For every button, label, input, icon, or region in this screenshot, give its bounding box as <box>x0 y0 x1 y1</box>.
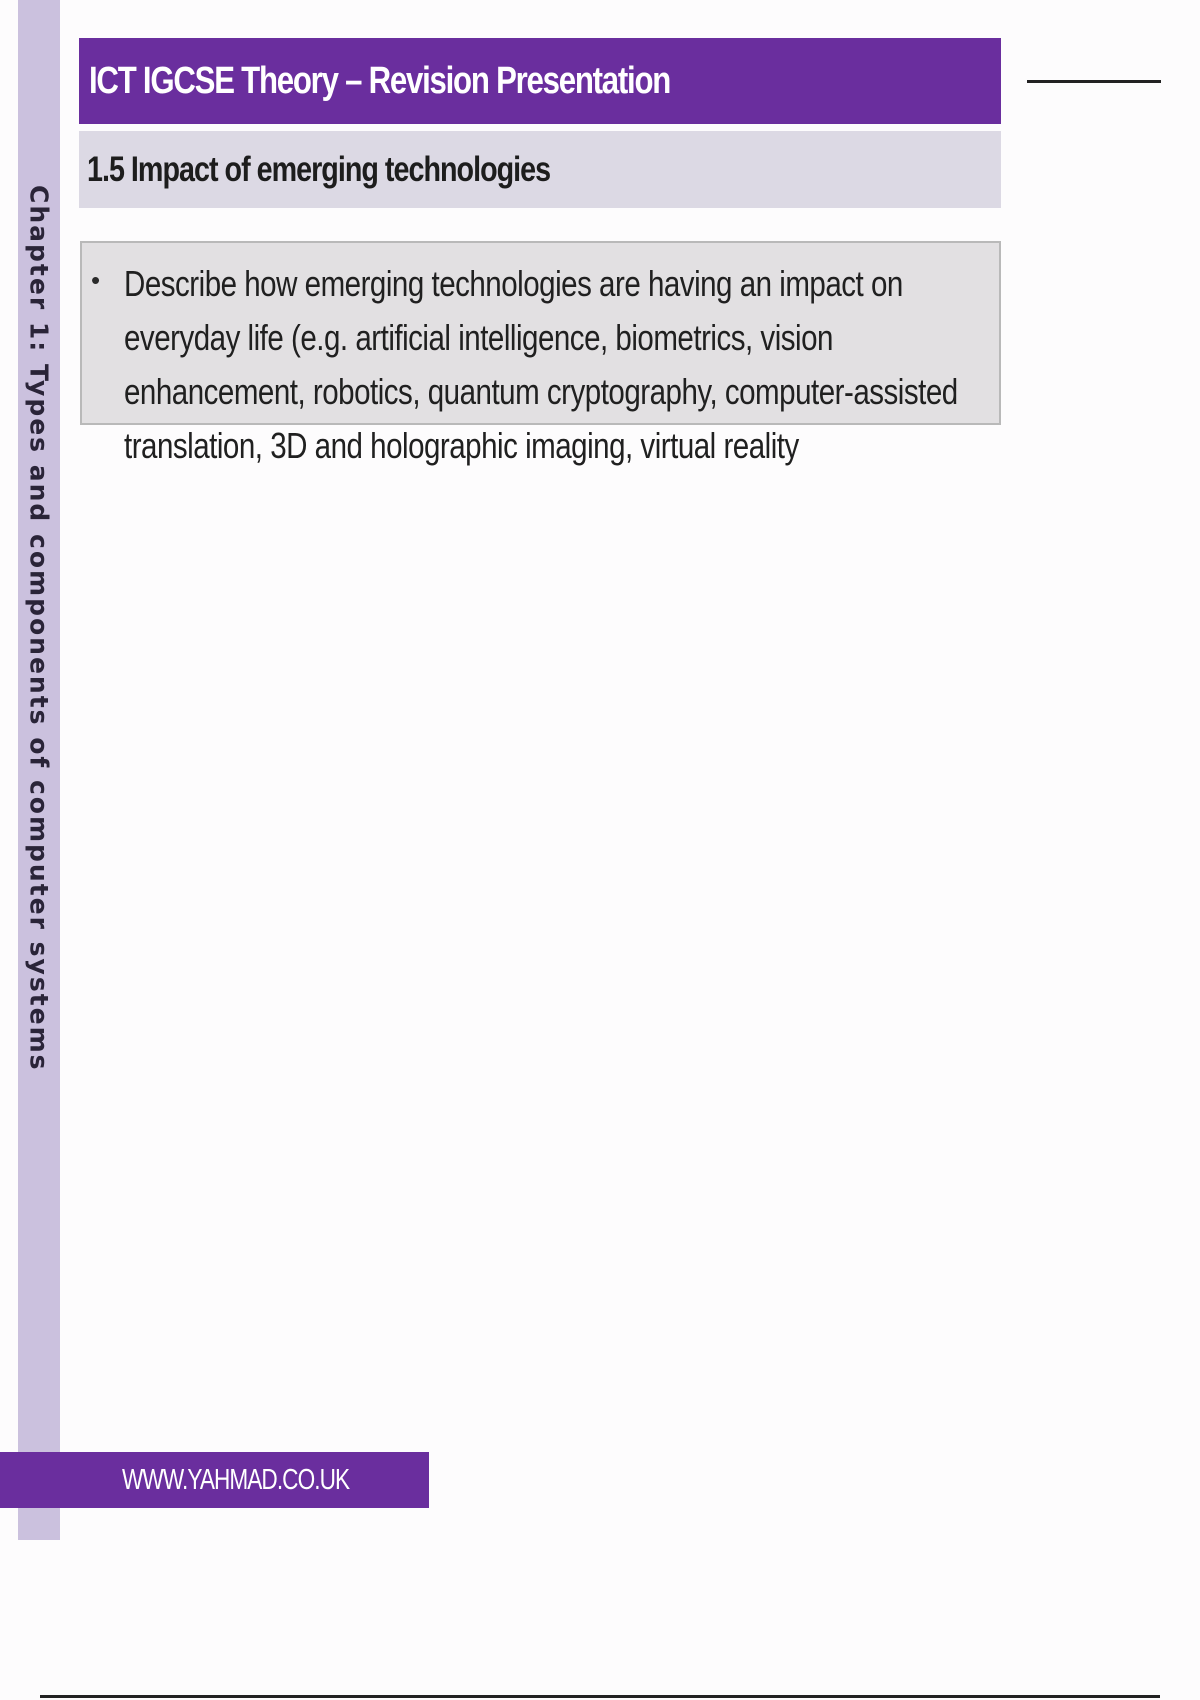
bullet-icon: • <box>91 265 101 295</box>
page-title: ICT IGCSE Theory – Revision Presentation <box>89 59 671 102</box>
subtitle-bar <box>79 131 1001 208</box>
section-subtitle: 1.5 Impact of emerging technologies <box>87 149 551 189</box>
side-chapter-title <box>18 0 60 1540</box>
footer-bar[interactable] <box>0 1452 429 1508</box>
header-bar <box>79 38 1001 124</box>
side-chapter-title-text: Chapter 1: Types and components of computer systems <box>24 185 54 1072</box>
objective-box <box>80 241 1001 466</box>
objective-text: Describe how emerging technologies are having an impact on everyday life (e.g. artificial intelligence, biometrics, vision enhancement, robotics, quantum cryptography, computer-assisted translation, 3D and holographic imaging, virtual reality <box>124 263 958 466</box>
footer-url-link[interactable]: WWW.YAHMAD.CO.UK <box>122 1463 350 1496</box>
top-divider <box>1027 80 1161 83</box>
bottom-divider <box>40 1695 1160 1698</box>
